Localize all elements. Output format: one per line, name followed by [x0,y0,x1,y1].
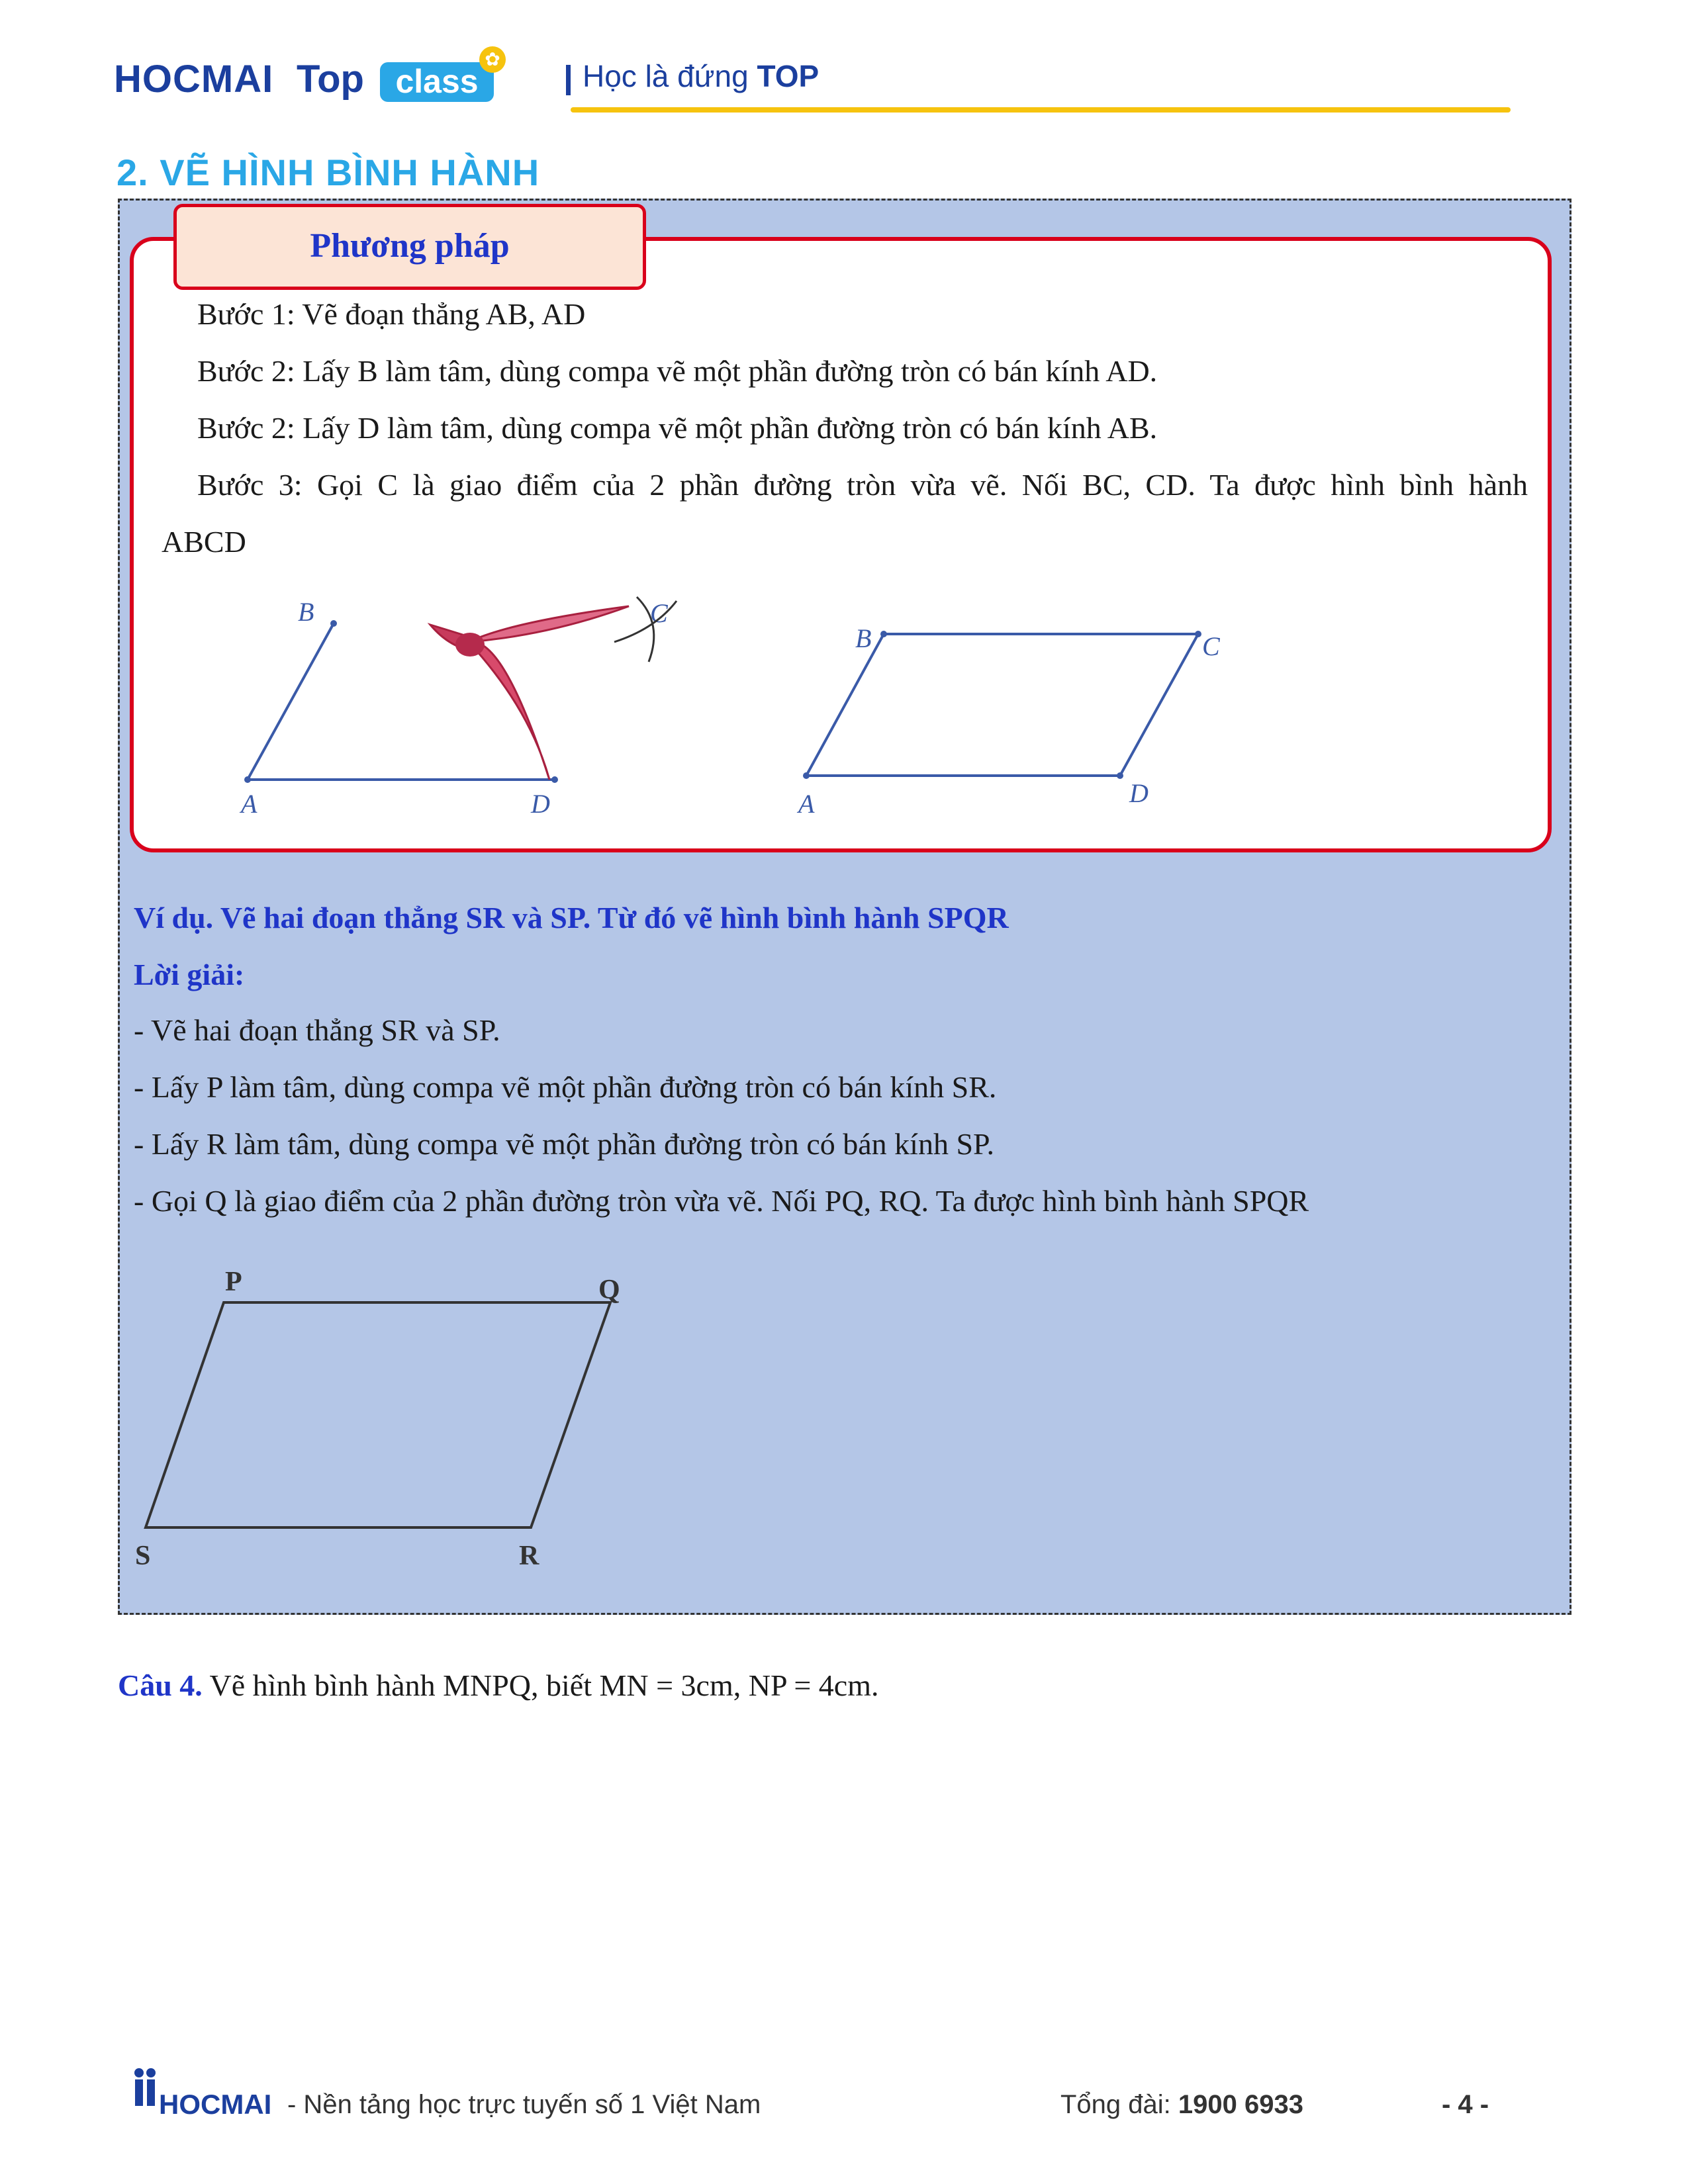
label-c-left: C [650,598,668,628]
solution-line-1: - Vẽ hai đoạn thẳng SR và SP. [134,1013,500,1047]
method-figure [218,582,1344,827]
label-b-left: B [298,597,314,627]
label-d-left: D [531,789,550,819]
figure-ab-ad [239,597,677,819]
question-4 [118,1668,879,1703]
point-b [330,620,337,627]
method-step-1: Bước 1: Vẽ đoạn thẳng AB, AD [197,297,586,331]
label-s: S [135,1541,151,1571]
question-text: Vẽ hình bình hành MNPQ, biết MN = 3cm, NP = 4cm. [202,1668,879,1702]
point-d [551,776,558,783]
label-q: Q [598,1275,620,1305]
tagline [583,58,819,94]
tagline-prefix: Học là đứng [583,59,757,93]
logo-hocmai: HOCMAI [114,58,274,101]
footer-logo-icon [130,2066,160,2113]
label-p: P [225,1267,242,1297]
parallelogram-spqr [146,1302,610,1527]
tagline-divider [566,65,571,95]
question-label: Câu 4. [118,1668,203,1702]
example-figure [126,1251,655,1575]
method-step-2: Bước 2: Lấy B làm tâm, dùng compa vẽ một phần đường tròn có bán kính AD. [197,354,1158,388]
footer-phone [1060,2090,1303,2120]
tagline-highlight: TOP [757,59,820,93]
logo-top: Top [297,58,364,101]
solution-line-3: - Lấy R làm tâm, dùng compa vẽ một phần đường tròn có bán kính SP. [134,1127,995,1161]
compass-icon [430,606,629,780]
logo-star-icon: ✿ [479,46,506,73]
method-step-4: Bước 3: Gọi C là giao điểm của 2 phần đường tròn vừa vẽ. Nối BC, CD. Ta được hình bình hành [197,468,1528,502]
label-d-right: D [1129,778,1149,808]
label-c-right: C [1202,631,1220,661]
solution-line-4: - Gọi Q là giao điểm của 2 phần đường tròn vừa vẽ. Nối PQ, RQ. Ta được hình bình hành SPQR [134,1184,1309,1218]
label-b-right: B [855,623,872,653]
header-rule [571,107,1511,113]
solution-line-2: - Lấy P làm tâm, dùng compa vẽ một phần đường tròn có bán kính SR. [134,1070,997,1104]
logo-class-badge: class [380,62,494,102]
method-tab: Phương pháp [173,204,646,290]
label-a-right: A [798,789,815,819]
point-a [244,776,251,783]
footer-brand: HOCMAI [159,2089,272,2120]
footer-phone-label: Tổng đài: [1060,2090,1178,2119]
figure-parallelogram-abcd [796,623,1221,819]
example-title: Ví dụ. Vẽ hai đoạn thẳng SR và SP. Từ đó vẽ hình bình hành SPQR [134,901,1009,934]
method-step-3: Bước 2: Lấy D làm tâm, dùng compa vẽ một phần đường tròn có bán kính AB. [197,411,1158,445]
label-r: R [519,1541,539,1571]
parallelogram-abcd [806,634,1198,776]
segment-ab [248,623,334,780]
page-number: - 4 - [1442,2090,1489,2119]
solution-label: Lời giải: [134,958,245,991]
section-title: 2. VẼ HÌNH BÌNH HÀNH [117,152,540,193]
footer-phone-number: 1900 6933 [1178,2090,1303,2119]
method-step-4-cont: ABCD [162,525,246,559]
label-a-left: A [241,789,258,819]
footer-text: - Nền tảng học trực tuyến số 1 Việt Nam [287,2090,761,2119]
